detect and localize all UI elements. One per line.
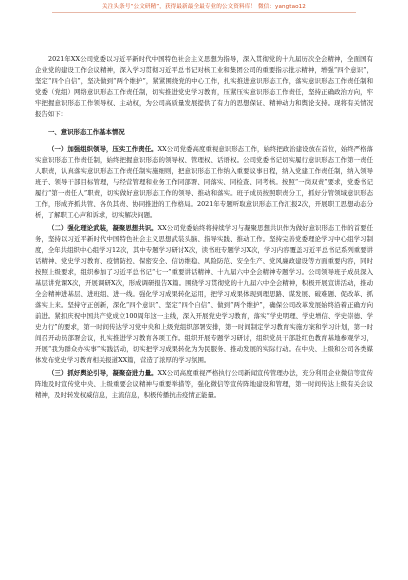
intro-paragraph: 2021年XX公司党委以习近平新时代中国特色社会主义思想为指导，深入贯彻党的十九届历次全会精神，全面国有企业党的建设工作会议精神，深入学习贯彻习近平总书记对核工业和集团公司的重要指示批示精神，增强“四个意识”，坚定“四个自信”，坚决做到“两个维护”，紧紧围绕党的中心工作，扎实推进意识形态工作，落实意识形态工作责任制和党委（党组）网络意识形态工作责任制，切实推进党史学习教育，压紧压实意识形态工作责任，坚持正确政治方向，牢牢把握意识形态工作领导权、主动权，为公司高质量发展提供了有力的思想保证、精神动力和舆论支持。现将有关情况报告如下：	[35, 55, 373, 118]
header-banner: 关注头条号“公文研精”，获得最新最全最专业的公文资料库！ 微信：yangtao12	[102, 4, 306, 10]
section-heading: 一、意识形态工作基本情况	[48, 128, 125, 136]
subsection-1	[35, 144, 373, 221]
subsection-2	[35, 223, 373, 366]
subsection-2-body: XX公司党委始终将持续学习与凝聚思想共识作为做好意识形态工作的首要任务，坚持以习近平新时代中国特色社会主义思想武装头脑、指导实践、推动工作。坚持完善党委理论学习中心组学习制度，全年共组织中心组学习12次，其中专题学习研讨X次，读书班专题学习X次，学习内容覆盖习近平总书记系列重要讲话精神、党史学习教育、疫情防控、保密安全、信访维稳、风险防范、安全生产、党风廉政建设等方面重要内容，同时按照上级要求，组织参加了习近平总书记“七一”重要讲话精神、十九届六中全会精神专题学习。公司领导班子成员深入基层讲党课X次，开展调研X次，形成调研报告X篇。围绕学习贯彻党的十九届六中全会精神，积极开展宣讲活动，推动全会精神进基层、进班组、进一线。强化学习成果转化运用，把学习成果体现到理思路、谋发展、破难题、促改革、抓落实上来。坚持守正创新，深化“四个意识”、坚定“四个自信”、做到“两个维护”，确保公司改革发展始终沿着正确方向前进。紧扣庆祝中国共产党成立100周年这一主线，深入开展党史学习教育，落实“学史明理、学史增信、学史崇德、学史力行”的要求，第一时间传达学习党中央和上级党组织部署安排，第一时间制定学习教育实施方案和学习计划，第一时间召开动员部署会议，扎实推进学习教育各项工作。组织开展专题学习研讨，组织党员干部赴红色教育基地参观学习，开展“我为群众办实事”实践活动，切实把学习成果转化为为民服务、推动发展的实际行动。在中央、上级和公司各类媒体发布党史学习教育相关报道XX篇，营造了浓厚的学习氛围。	[35, 224, 374, 364]
subsection-1-heading: （一）加强组织领导，压实工作责任。	[48, 145, 158, 153]
header-divider	[52, 12, 356, 13]
subsection-2-heading: （二）强化理论武装，凝聚思想共识。	[48, 224, 158, 232]
subsection-3	[35, 368, 373, 401]
subsection-3-body: XX公司高度重视严格执行公司新闻宣传管理办法，充分利用企业微信等宣传阵地及时宣传党中央、上级重要会议精神与重要举措等，强化微信等宣传阵地建设和管理，第一时间传达上级有关会议精神，及时转发权威信息，主流信息，积极传播抗击疫情正能量。	[35, 369, 374, 399]
subsection-3-heading: （三）抓好舆论引导，凝聚奋进力量。	[48, 369, 158, 377]
document-body	[35, 54, 373, 401]
subsection-1-body: XX公司党委高度重视意识形态工作，始终把政治建设放在首位，始终严格落实意识形态工作责任制，始终把握意识形态的领导权、管理权、话语权。公司党委书记切实履行意识形态工作第一责任人职责，认真落实意识形态工作责任制实施细则，把意识形态工作纳入重要议事日程，纳入党建工作责任制，纳入领导班子、领导干部目标管理，与经营管理和业务工作同部署、同落实、同检查、同考核。按照“一岗双责”要求，党委书记履行“第一责任人”职责，切实做好意识形态工作的领导、推动和落实。班子成员按照职责分工，抓好分管领域意识形态工作，形成齐抓共管、各负其责、协同推进的工作格局。2021年专题听取意识形态工作汇报2次，开展职工思想动态分析，了解职工心声和诉求，切实解决问题。	[35, 145, 374, 219]
